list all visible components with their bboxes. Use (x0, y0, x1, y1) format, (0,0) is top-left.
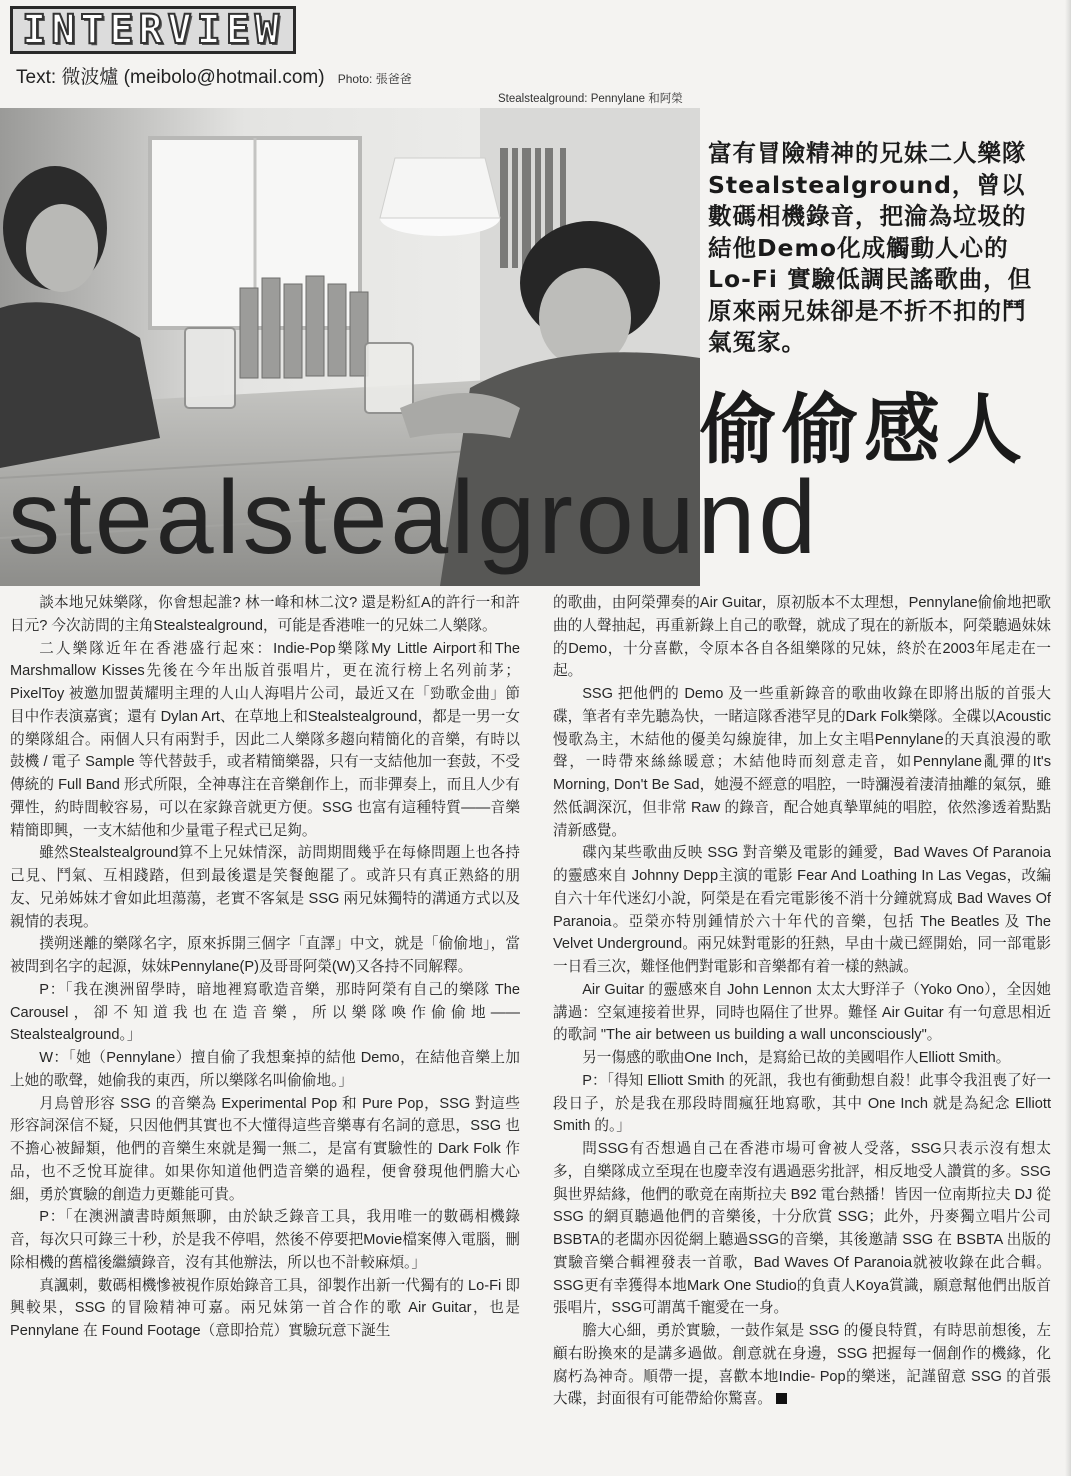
headline-english-part1: stealsteal (8, 460, 478, 576)
headline-english (8, 458, 1063, 578)
photo-caption: Stealstealground: Pennylane 和阿榮 (498, 93, 683, 105)
body-paragraph: 問SSG有否想過自己在香港市場可會被人受落，SSG只表示沒有想太多，自樂隊成立至現在也慶幸沒有遇過惡劣批評，相反地受人讚賞的多。SSG與世界結緣，他們的歌竟在南斯拉夫 B92 電台熱播！皆因一位南斯拉夫 DJ 從 SSG 的網頁聽過他們的音樂後，十分欣賞 SSG；此外，丹麥獨立唱片公司BSBTA的老闆亦因從網上聽過SSG的音樂，其後邀請 SSG 在 BSBTA 出版的實驗音樂合輯裡發表一首歌，Bad Waves Of Paranoia就被收錄在此合輯。SSG更有幸獲得本地Mark One Studio的負責人Koya賞識，願意幫他們出版首張唱片，SSG可謂萬千寵愛在一身。 (553, 1141, 1051, 1317)
body-paragraph-last (553, 1320, 1051, 1411)
body-paragraph: Air Guitar 的靈感來自 John Lennon 太太大野洋子（Yoko Ono），全因她講過：空氣連接着世界，同時也隔住了世界。難怪 Air Guitar 有一句意思相近的歌詞 "The air between us building a wall unconsciously"。 (553, 981, 1051, 1044)
body-paragraph: W：「她（Pennylane）擅自偷了我想棄掉的結他 Demo，在結他音樂上加上她的歌聲，她偷我的東西，所以樂隊名叫偷偷地。」 (10, 1050, 520, 1089)
body-paragraph: 碟內某些歌曲反映 SSG 對音樂及電影的鍾愛，Bad Waves Of Paranoia的靈感來自 Johnny Depp主演的電影 Fear And Loathing In Las Vegas，改編自六十年代迷幻小說，阿榮是在看完電影後不消十分鐘就寫成 Bad Waves Of Paranoia。亞榮亦特別鍾情於六十年代的音樂，包括 The Beatles 及 The Velvet Underground。兩兄妹對電影的狂熱，早由十歲已經開始，同一部電影一日看三次，難怪他們對電影和音樂都有着一樣的熱誠。 (553, 845, 1051, 975)
body-paragraph: 二人樂隊近年在香港盛行起來：Indie-Pop樂隊My Little Airport和The Marshmallow Kisses先後在今年出版首張唱片，更在流行榜上名列前茅；PixelToy 被邀加盟黃耀明主理的人山人海唱片公司，最近又在「勁歌金曲」節目中作表演嘉賓；還有 Dylan Art、在草地上和Stealstealground，都是一男一女的樂隊組合。兩個人只有兩對手，因此二人樂隊多趨向精簡化的音樂，有時以鼓機 / 電子 Sample 等代替鼓手，或者精簡樂器，只有一支結他加一套鼓，不受傳統的 Full Band 形式所限，全神專注在音樂創作上，而非彈奏上，而且人少有彈性，約時間較容易，可以在家錄音就更方便。SSG 也富有這種特質——音樂精簡即興，一支木結他和少量電子程式已足夠。 (10, 640, 520, 839)
body-column-right (553, 592, 1051, 1411)
end-of-article-mark (776, 1393, 787, 1404)
body-paragraph: 雖然Stealstealground算不上兄妹情深，訪問期間幾乎在每條問題上也各持己見、鬥氣、互相踐踏，但到最後還是笑餐飽罷了。或許只有真正熟絡的朋友、兄弟姊妹才會如此坦蕩蕩，老實不客氣是 SSG 兩兄妹獨特的溝通方式以及親情的表現。 (10, 845, 520, 930)
writer-credit: Text: 微波爐 (meibolo@hotmail.com) (16, 67, 325, 88)
body-paragraph: 月鳥曾形容 SSG 的音樂為 Experimental Pop 和 Pure Pop，SSG 對這些形容詞深信不疑，只因他們其實也不大懂得這些音樂專有名詞的意思，SSG 也不擔心被歸類，他們的音樂生來就是獨一無二，是富有實驗性的 Dark Folk 作品，也不乏悅耳旋律。如果你知道他們造音樂的過程，便會發現他們膽大心細，勇於實驗的創造力更難能可貴。 (10, 1095, 520, 1203)
last-paragraph-text: 膽大心細，勇於實驗，一鼓作氣是 SSG 的優良特質，有時思前想後，左顧右盼換來的是講多過做。創意就在身邊，SSG 把握每一個創作的機緣，化腐朽為神奇。順帶一提，喜歡本地Indie- Pop的樂迷，記謹留意 SSG 的首張大碟，封面很有可能帶給你驚喜。 (553, 1323, 1051, 1408)
headline-english-part2: ground (477, 460, 820, 576)
page-edge-shadow (1065, 0, 1071, 1476)
article-credits (16, 62, 412, 89)
lead-paragraph: 富有冒險精神的兄妹二人樂隊 Stealstealground，曾以數碼相機錄音，把淪為垃圾的結他Demo化成觸動人心的 Lo-Fi 實驗低調民謠歌曲，但原來兩兄妹卻是不折不扣的鬥氣冤家。 (708, 139, 1033, 356)
photo-credit: Photo: 張爸爸 (337, 72, 412, 86)
headline-chinese: 偷偷感人 (700, 385, 1028, 474)
body-paragraph: SSG 把他們的 Demo 及一些重新錄音的歌曲收錄在即將出版的首張大碟，筆者有幸先聽為快，一睹這隊香港罕見的Dark Folk樂隊。全碟以Acoustic慢歌為主，木結他的優美勾線旋律，加上女主唱Pennylane的天真浪漫的歌聲，一時帶來絲絲暖意；木結他時而刻意走音，如Pennylane亂彈的It's Morning, Don't Be Sad，她漫不經意的唱腔，一時瀰漫着淒清抽離的氣氛，雖然低調深沉，但非常 Raw 的錄音，配合她真摯單純的唱腔，依然滲透着點點清新感覺。 (553, 686, 1051, 839)
section-tag-label: INTERVIEW (22, 7, 284, 53)
body-paragraph: P：「在澳洲讀書時頗無聊，由於缺乏錄音工具，我用唯一的數碼相機錄音，每次只可錄三十秒，於是我不停唱，然後不停要把Movie檔案傳入電腦，刪除相機的舊檔後繼續錄音，沒有其他辦法，所以也不計較麻煩。」 (10, 1209, 520, 1271)
body-paragraph: P：「得知 Elliott Smith 的死訊，我也有衝動想自殺！此事令我沮喪了好一段日子，於是我在那段時間瘋狂地寫歌，其中 One Inch 就是為紀念 Elliott Smith 的。」 (553, 1072, 1051, 1135)
body-paragraph: P：「我在澳洲留學時，暗地裡寫歌造音樂，那時阿榮有自己的樂隊 The Carousel，卻不知道我也在造音樂，所以樂隊喚作偷偷地——Stealstealground。」 (10, 981, 520, 1044)
section-tag-interview (10, 6, 296, 54)
body-paragraph: 撲朔迷離的樂隊名字，原來拆開三個字「直譯」中文，就是「偷偷地」，當被問到名字的起源，妹妹Pennylane(P)及哥哥阿榮(W)又各持不同解釋。 (10, 936, 520, 975)
body-paragraph: 真諷刺，數碼相機慘被視作原始錄音工具，卻製作出新一代獨有的 Lo-Fi 即興較果，SSG 的冒險精神可嘉。兩兄妹第一首合作的歌 Air Guitar，也是 Pennylane 在 Found Footage（意即拾荒）實驗玩意下誕生 (10, 1277, 520, 1339)
body-paragraph: 談本地兄妹樂隊，你會想起誰? 林一峰和林二汶? 還是粉紅A的許行一和許日元? 今次訪問的主角Stealstealground，可能是香港唯一的兄妹二人樂隊。 (10, 595, 520, 634)
body-column-left (10, 592, 520, 1343)
body-paragraph-continued: 的歌曲，由阿榮彈奏的Air Guitar，原初版本不太理想，Pennylane偷偷地把歌曲的人聲抽起，再重新錄上自己的歌聲，就成了現在的新版本，阿榮聽過妹妹的Demo，十分喜歡，令原本各自各組樂隊的兄妹，終於在2003年尾走在一起。 (553, 595, 1051, 680)
body-paragraph: 另一傷感的歌曲One Inch，是寫給已故的美國唱作人Elliott Smith。 (582, 1050, 1011, 1066)
